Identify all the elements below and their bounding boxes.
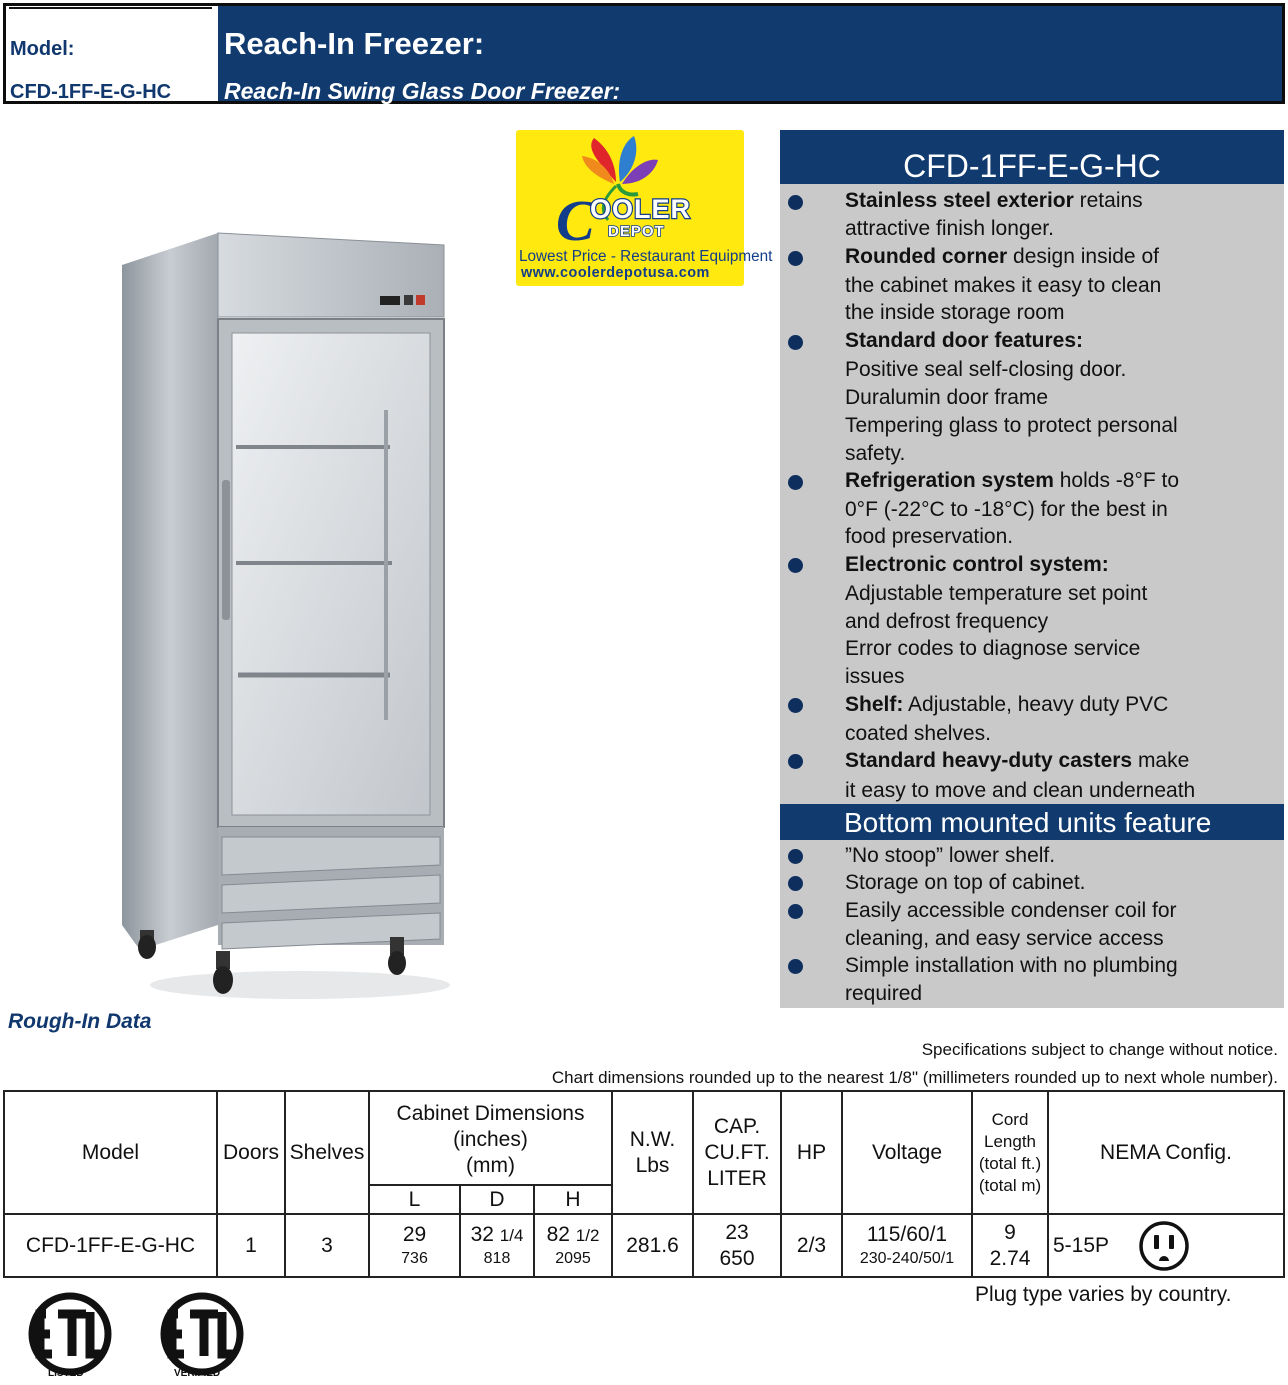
row-nema xyxy=(1049,1215,1283,1276)
feature-item xyxy=(845,187,1143,215)
feature-line: the cabinet makes it easy to clean xyxy=(845,274,1162,297)
rounding-note: Chart dimensions rounded up to the nearest 1/8" (millimeters rounded up to next whole number). xyxy=(551,1068,1278,1087)
header-doors: Doors xyxy=(222,1140,280,1164)
feature-bold: Standard door features: xyxy=(845,329,1084,352)
height-inches xyxy=(547,1222,600,1248)
bottom-feature-line: cleaning, and easy service access xyxy=(845,927,1164,950)
cord-meters: 2.74 xyxy=(989,1246,1031,1270)
etl-verified-label: VERIFIED xyxy=(174,1368,221,1379)
bottom-feature-line: required xyxy=(845,982,923,1005)
row-model: CFD-1FF-E-G-HC xyxy=(25,1233,196,1257)
header-cap-line: LITER xyxy=(707,1166,767,1190)
header-nema: NEMA Config. xyxy=(1100,1140,1232,1164)
feature-line: coated shelves. xyxy=(845,722,991,745)
bottom-feature-item: Easily accessible condenser coil for xyxy=(845,899,1177,922)
header-cord-line: (total ft.) xyxy=(978,1153,1042,1173)
row-doors: 1 xyxy=(245,1233,257,1257)
feature-line: the inside storage room xyxy=(845,301,1065,324)
depth-inches-whole: 32 xyxy=(470,1222,494,1246)
cooler-depot-logo xyxy=(516,130,773,286)
feature-item xyxy=(845,243,1159,271)
row-shelves: 3 xyxy=(321,1233,333,1257)
length-inches: 29 xyxy=(402,1222,427,1246)
title-banner xyxy=(218,6,1282,104)
etl-verified-icon xyxy=(144,1290,260,1380)
header-nw-line: N.W. xyxy=(629,1127,676,1151)
bullet-icon xyxy=(788,698,803,713)
header-cord-length xyxy=(973,1092,1047,1213)
header-cabinet-dimensions xyxy=(370,1096,611,1184)
etl-listed-label: LISTED xyxy=(48,1368,84,1379)
feature-bold: Refrigeration system xyxy=(845,469,1054,492)
features-title: CFD-1FF-E-G-HC xyxy=(780,130,1284,184)
row-capacity xyxy=(694,1215,780,1276)
bottom-feature-item: ”No stoop” lower shelf. xyxy=(845,844,1056,867)
header-net-weight xyxy=(613,1092,692,1213)
height-inches-fraction: 1/2 xyxy=(575,1225,600,1245)
feature-bold: Electronic control system: xyxy=(845,553,1109,576)
page-subtitle: Reach-In Swing Glass Door Freezer: xyxy=(224,78,621,104)
height-mm: 2095 xyxy=(555,1249,591,1267)
header-nw-line: Lbs xyxy=(635,1153,670,1177)
row-length xyxy=(370,1215,459,1276)
capacity-liter: 650 xyxy=(719,1246,755,1270)
feature-line: Tempering glass to protect personal xyxy=(845,414,1178,437)
header-cabinet-line: (inches) xyxy=(453,1128,528,1151)
feature-item xyxy=(845,747,1189,775)
bullet-icon xyxy=(788,195,803,210)
header-model: Model xyxy=(81,1140,140,1164)
nema-config: 5-15P xyxy=(1053,1233,1110,1257)
row-hp: 2/3 xyxy=(796,1233,827,1257)
feature-text: holds -8°F to xyxy=(1053,469,1180,492)
feature-line: it easy to move and clean underneath xyxy=(845,779,1196,802)
feature-line: safety. xyxy=(845,442,906,465)
feature-line: Adjustable temperature set point xyxy=(845,582,1148,605)
bullet-icon xyxy=(788,475,803,490)
feature-bold: Shelf: xyxy=(845,693,904,716)
feature-item xyxy=(845,691,1168,719)
spec-table xyxy=(3,1090,1285,1278)
bullet-icon xyxy=(788,251,803,266)
header-l: L xyxy=(408,1187,421,1211)
feature-text: retains xyxy=(1073,189,1143,212)
feature-bold: Rounded corner xyxy=(845,245,1008,268)
row-height xyxy=(535,1215,611,1276)
rough-in-heading: Rough-In Data xyxy=(8,1010,152,1033)
bottom-feature-item: Simple installation with no plumbing xyxy=(845,954,1178,977)
header-capacity xyxy=(694,1092,780,1213)
height-inches-whole: 82 xyxy=(546,1222,570,1246)
bullet-icon xyxy=(788,754,803,769)
logo-tagline: Lowest Price - Restaurant Equipment xyxy=(519,248,773,265)
header-d: D xyxy=(489,1187,505,1211)
etl-listed-icon xyxy=(12,1290,128,1380)
row-voltage xyxy=(843,1215,971,1276)
plug-type-note: Plug type varies by country. xyxy=(975,1283,1232,1306)
bullet-icon xyxy=(788,904,803,919)
model-label: Model: xyxy=(10,38,75,60)
model-number: CFD-1FF-E-G-HC xyxy=(10,81,172,103)
voltage-primary: 115/60/1 xyxy=(866,1222,948,1246)
feature-bold: Standard heavy-duty casters xyxy=(845,749,1133,772)
feature-item xyxy=(845,327,1083,355)
row-cord-length xyxy=(973,1215,1047,1276)
feature-line: food preservation. xyxy=(845,525,1014,548)
spec-change-note: Specifications subject to change without notice. xyxy=(921,1040,1278,1059)
bottom-mount-title: Bottom mounted units feature xyxy=(780,804,1284,840)
header-cord-line: Cord xyxy=(991,1109,1029,1129)
header-shelves: Shelves xyxy=(289,1140,365,1164)
header-hp: HP xyxy=(796,1140,827,1164)
cord-feet: 9 xyxy=(1004,1220,1016,1244)
freezer-product-image xyxy=(100,225,460,1010)
capacity-cuft: 23 xyxy=(725,1220,749,1244)
feature-line: Positive seal self-closing door. xyxy=(845,358,1127,381)
feature-text: design inside of xyxy=(1007,245,1159,268)
bullet-icon xyxy=(788,558,803,573)
length-mm: 736 xyxy=(401,1249,428,1267)
logo-graphic xyxy=(516,130,773,286)
feature-line: and defrost frequency xyxy=(845,610,1049,633)
bottom-feature-item: Storage on top of cabinet. xyxy=(845,871,1086,894)
feature-text: make xyxy=(1132,749,1190,772)
feature-line: issues xyxy=(845,665,905,688)
row-depth xyxy=(461,1215,533,1276)
logo-url: www.coolerdepotusa.com xyxy=(521,265,710,281)
logo-letter-c: C xyxy=(556,188,595,253)
feature-bold: Stainless steel exterior xyxy=(845,189,1074,212)
bullet-icon xyxy=(788,335,803,350)
depth-inches-fraction: 1/4 xyxy=(499,1225,524,1245)
bullet-icon xyxy=(788,959,803,974)
header-cap-line: CAP. xyxy=(713,1114,761,1138)
feature-text: Adjustable, heavy duty PVC xyxy=(903,693,1169,716)
bullet-icon xyxy=(788,849,803,864)
depth-inches xyxy=(471,1222,524,1248)
feature-line: 0°F (-22°C to -18°C) for the best in xyxy=(845,498,1168,521)
header xyxy=(3,3,1285,104)
feature-line: Error codes to diagnose service xyxy=(845,637,1141,660)
header-divider xyxy=(9,7,212,9)
feature-line: Duralumin door frame xyxy=(845,386,1049,409)
header-cabinet-line: Cabinet Dimensions xyxy=(396,1102,585,1125)
feature-line: attractive finish longer. xyxy=(845,217,1054,240)
logo-text-ooler: OOLER xyxy=(590,194,692,224)
model-box xyxy=(6,6,216,101)
logo-text-depot: DEPOT xyxy=(608,223,665,240)
header-cord-line: (total m) xyxy=(978,1175,1042,1195)
voltage-secondary: 230-240/50/1 xyxy=(859,1249,955,1267)
header-cord-line: Length xyxy=(984,1131,1036,1151)
page-title: Reach-In Freezer: xyxy=(224,26,485,61)
depth-mm: 818 xyxy=(483,1249,511,1267)
feature-item xyxy=(845,551,1109,579)
header-cabinet-line: (mm) xyxy=(466,1154,515,1177)
header-cap-line: CU.FT. xyxy=(704,1140,770,1164)
bullet-icon xyxy=(788,876,803,891)
header-h: H xyxy=(565,1187,581,1211)
plug-outlet-icon xyxy=(1137,1219,1191,1273)
features-panel xyxy=(780,130,1284,1008)
feature-item xyxy=(845,467,1179,495)
row-net-weight: 281.6 xyxy=(626,1233,679,1257)
header-voltage: Voltage xyxy=(871,1140,943,1164)
